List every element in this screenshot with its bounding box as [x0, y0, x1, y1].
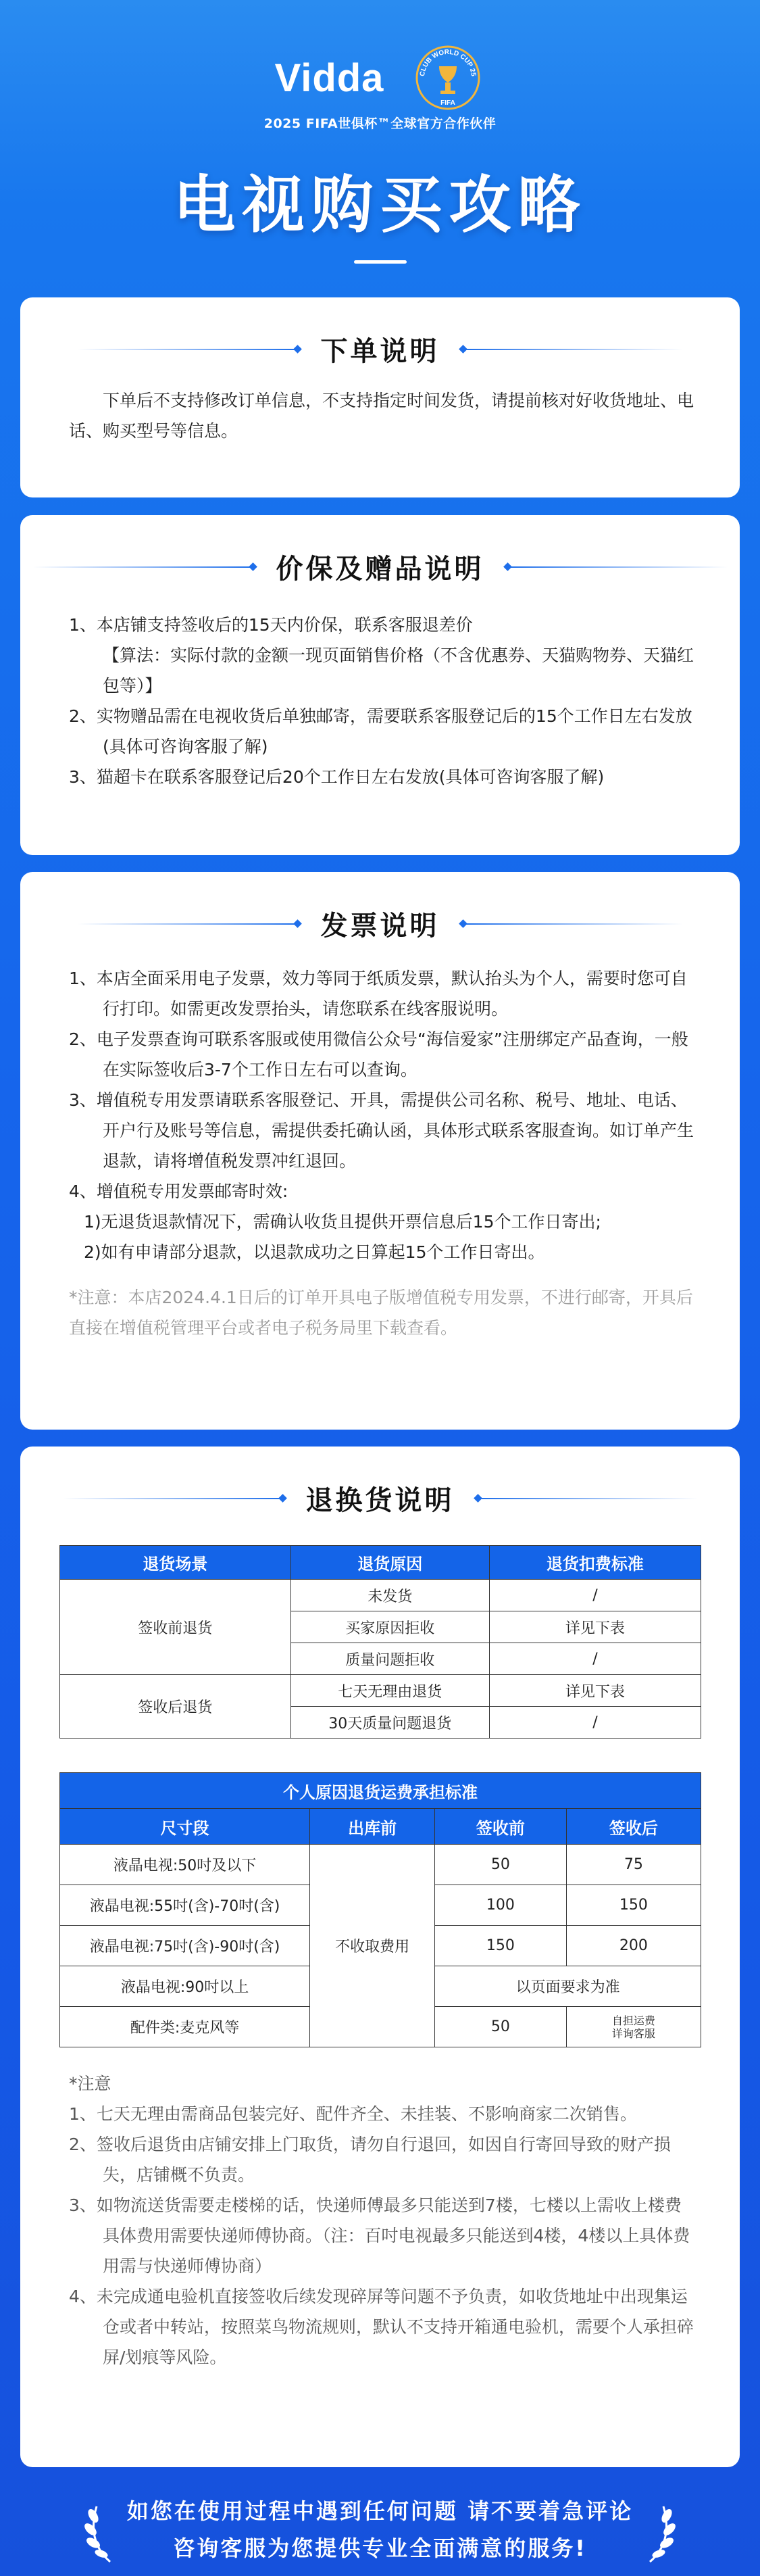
table-cell-line: 详询客服: [611, 2026, 655, 2040]
table-cell: 150: [435, 1926, 567, 1966]
table-row: [60, 1845, 701, 1885]
shipping-fee-table: [59, 1772, 701, 2047]
invoice-item: 3、增值税专用发票请联系客服登记、开具，需提供公司名称、税号、地址、电话、开户行及账号等信息，需提供委托确认函，具体形式联系客服查询。如订单产生退款，请将增值税发票冲红退回。: [69, 1090, 694, 1171]
invoice-item: 2、电子发票查询可联系客服或使用微信公众号“海信爱家”注册绑定产品查询，一般在实际签收后3-7个工作日左右可以查询。: [69, 1029, 688, 1079]
table-cell: 30天质量问题退货: [290, 1707, 489, 1739]
order-section-header: [20, 330, 740, 368]
table-cell: 不收取费用: [310, 1845, 435, 2047]
note-item: 3、如物流送货需要走楼梯的话，快递师傅最多只能送到7楼，七楼以上需收上楼费具体费用需要快递师傅协商。（注：百吋电视最多只能送到4楼，4楼以上具体费用需与快递师傅协商）: [69, 2195, 690, 2276]
table-header-row: [60, 1546, 701, 1580]
invoice-item: 4、增值税专用发票邮寄时效:: [69, 1182, 288, 1201]
table-cell: 详见下表: [489, 1611, 701, 1643]
table-row: [60, 1675, 701, 1707]
table-cell: 买家原因拒收: [290, 1611, 489, 1643]
table-cell: 以页面要求为准: [435, 1966, 701, 2007]
vidda-logo: Vidda: [274, 55, 384, 100]
returns-notes: [69, 2068, 697, 2373]
sponsor-line: 2025 FIFA世俱杯™全球官方合作伙伴: [263, 116, 497, 131]
divider-right: [505, 563, 728, 571]
invoice-list: [69, 963, 697, 1343]
invoice-subitem: 1)无退货退款情况下，需确认收货且提供开票信息后15个工作日寄出;: [84, 1212, 601, 1232]
page-header: [0, 0, 760, 284]
table-cell: 200: [566, 1926, 701, 1966]
table-header: 退货场景: [60, 1546, 291, 1580]
table-header: 退货扣费标准: [489, 1546, 701, 1580]
table-header: 签收前: [435, 1809, 567, 1845]
order-title: 下单说明: [320, 336, 440, 367]
table-cell: 配件类:麦克风等: [60, 2007, 310, 2047]
price-formula: 【算法：实际付款的金额一现页面销售价格（不含优惠券、天猫购物券、天猫红包等）】: [103, 646, 694, 696]
table-cell: 签收前退货: [60, 1580, 291, 1675]
table-cell: 50: [435, 2007, 567, 2047]
invoice-item: 1、本店全面采用电子发票，效力等同于纸质发票，默认抬头为个人，需要时您可自行打印。如需更改发票抬头，请您联系在线客服说明。: [69, 969, 688, 1019]
returns-title: 退换货说明: [305, 1485, 455, 1516]
price-list: [69, 610, 697, 792]
note-item: 4、未完成通电验机直接签收后续发现碎屏等问题不予负责，如收货地址中出现集运仓或者中转站，按照菜鸟物流规则，默认不支持开箱通电验机，需要个人承担碎屏/划痕等风险。: [69, 2287, 694, 2367]
price-section-header: [20, 548, 740, 586]
divider-right: [475, 1494, 698, 1503]
table-cell: [566, 2007, 701, 2047]
price-title: 价保及赠品说明: [276, 554, 484, 585]
table-cell: 液晶电视:75吋(含)-90吋(含): [60, 1926, 310, 1966]
table-header: 签收后: [566, 1809, 701, 1845]
brand-row: [0, 41, 760, 115]
invoice-card: [20, 872, 740, 1430]
club-world-cup-logo-icon: [411, 41, 485, 115]
divider-left: [63, 1494, 286, 1503]
order-text: 下单后不支持修改订单信息，不支持指定时间发货，请提前核对好收货地址、电话、购买型号等信息。: [69, 391, 694, 441]
table-header: 退货原因: [290, 1546, 489, 1580]
table-cell: 50: [435, 1845, 567, 1885]
table-cell: 七天无理由退货: [290, 1675, 489, 1707]
table-caption-row: [60, 1773, 701, 1809]
table-caption: 个人原因退货运费承担标准: [60, 1773, 701, 1809]
note-item: 2、签收后退货由店铺安排上门取货，请勿自行退回，如因自行寄回导致的财产损失，店铺概不负责。: [69, 2135, 671, 2185]
table-cell: 详见下表: [489, 1675, 701, 1707]
footer-line-1: 如您在使用过程中遇到任何问题 请不要着急评论: [126, 2498, 634, 2524]
divider-right: [460, 345, 683, 354]
price-item: 3、猫超卡在联系客服登记后20个工作日左右发放(具体可咨询客服了解): [69, 767, 605, 787]
table-cell: 未发货: [290, 1580, 489, 1611]
table-cell: 100: [435, 1885, 567, 1926]
table-cell-line: 自担运费: [611, 2014, 655, 2027]
divider-left: [78, 920, 301, 928]
invoice-subitem: 2)如有申请部分退款，以退款成功之日算起15个工作日寄出。: [84, 1242, 545, 1262]
table-cell: 质量问题拒收: [290, 1643, 489, 1675]
returns-card: [20, 1447, 740, 2467]
divider-left: [33, 563, 256, 571]
table-header: 出库前: [310, 1809, 435, 1845]
invoice-title: 发票说明: [320, 910, 440, 942]
table-cell: /: [489, 1643, 701, 1675]
page-title: 电视购买攻略: [173, 169, 587, 241]
divider-right: [460, 920, 683, 928]
returns-section-header: [20, 1479, 740, 1517]
invoice-section-header: [20, 904, 740, 943]
table-header-row: [60, 1809, 701, 1845]
note-item: 1、七天无理由需商品包装完好、配件齐全、未挂装、不影响商家二次销售。: [69, 2104, 637, 2124]
table-cell: 液晶电视:50吋及以下: [60, 1845, 310, 1885]
divider-left: [78, 345, 301, 354]
notes-title: *注意: [69, 2074, 111, 2093]
table-cell: 签收后退货: [60, 1675, 291, 1739]
price-item: 2、实物赠品需在电视收货后单独邮寄，需要联系客服登记后的15个工作日左右发放(具体可咨询客服了解): [69, 706, 692, 756]
table-header: 尺寸段: [60, 1809, 310, 1845]
table-cell: 75: [566, 1845, 701, 1885]
order-card: [20, 297, 740, 497]
cup-logo-text: CLUB WORLD CUP 25: [419, 48, 478, 77]
invoice-note: *注意：本店2024.4.1日后的订单开具电子版增值税专用发票，不进行邮寄，开具后直接在增值税管理平台或者电子税务局里下载查看。: [69, 1288, 693, 1338]
table-row: [60, 1580, 701, 1611]
cup-logo-fifa: FIFA: [440, 99, 456, 107]
table-cell: /: [489, 1580, 701, 1611]
footer-line-2: 咨询客服为您提供专业全面满意的服务!: [173, 2535, 587, 2561]
price-item: 1、本店铺支持签收后的15天内价保，联系客服退差价: [69, 615, 473, 635]
table-cell: 液晶电视:90吋以上: [60, 1966, 310, 2007]
price-card: [20, 515, 740, 855]
return-scene-table: [59, 1545, 701, 1739]
table-cell: /: [489, 1707, 701, 1739]
table-cell: 液晶电视:55吋(含)-70吋(含): [60, 1885, 310, 1926]
table-cell: 150: [566, 1885, 701, 1926]
title-divider: [354, 260, 407, 264]
